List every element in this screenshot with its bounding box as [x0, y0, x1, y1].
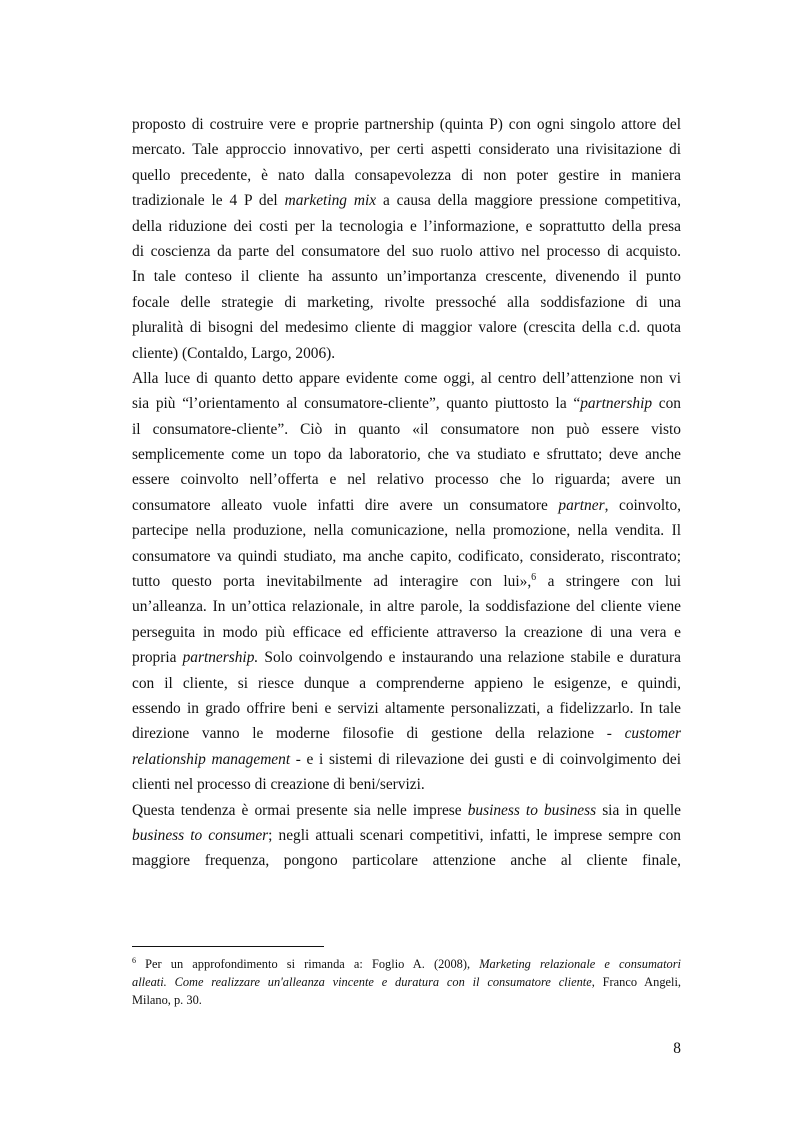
text-segment: ; negli attuali scenari competitivi, infatti, le imprese sempre con	[268, 826, 681, 844]
body-text	[132, 112, 681, 874]
italic-text: Marketing relazionale e consumatori	[479, 957, 681, 971]
italic-text: business to business	[467, 801, 597, 819]
paragraph	[132, 366, 681, 798]
text-segment: cliente) (Contaldo, Largo, 2006).	[132, 344, 336, 362]
text-segment: Questa tendenza è ormai presente sia nelle imprese	[132, 801, 468, 819]
text-line	[132, 848, 681, 873]
italic-text: partnership	[580, 395, 653, 413]
text-line	[132, 721, 681, 746]
text-segment: - e i sistemi di rilevazione dei gusti e di coinvolgimento dei	[290, 750, 682, 768]
text-line	[132, 341, 681, 366]
text-segment: In tale conteso il cliente ha assunto un’importanza crescente, divenendo il punto	[132, 268, 681, 286]
text-line	[132, 620, 681, 645]
text-line	[132, 239, 681, 264]
text-line	[132, 214, 681, 239]
text-segment: tutto questo porta inevitabilmente ad interagire con lui»,	[132, 573, 532, 591]
italic-text: partnership.	[182, 649, 259, 667]
text-segment: , Franco Angeli,	[591, 975, 681, 989]
text-segment: a stringere con lui	[536, 573, 681, 591]
text-line	[132, 188, 681, 213]
text-segment: della riduzione dei costi per la tecnologia e l’informazione, e soprattutto della presa	[132, 217, 681, 235]
text-line	[132, 645, 681, 670]
text-segment: pluralità di bisogni del medesimo cliente di maggior valore (crescita della c.d. quota	[132, 319, 681, 337]
text-segment: essendo in grado offrire beni e servizi altamente personalizzati, a fidelizzarlo. In tale	[132, 699, 681, 717]
text-line	[132, 955, 681, 973]
text-line	[132, 823, 681, 848]
text-segment: un’alleanza. In un’ottica relazionale, in altre parole, la soddisfazione del cliente viene	[132, 598, 681, 616]
footnote-separator	[132, 946, 324, 947]
text-segment: di coscienza da parte del consumatore del suo ruolo attivo nel processo di acquisto.	[132, 242, 681, 260]
text-segment: consumatore alleato vuole infatti dire avere un consumatore	[132, 496, 559, 514]
text-segment: focale delle strategie di marketing, rivolte pressoché alla soddisfazione di una	[132, 293, 681, 311]
text-line	[132, 112, 681, 137]
text-segment: tradizionale le 4 P del	[132, 192, 285, 210]
text-segment: propria	[132, 649, 183, 667]
italic-text: business to consumer	[132, 826, 269, 844]
text-segment: clienti nel processo di creazione di beni/servizi.	[132, 776, 425, 794]
text-segment: Solo coinvolgendo e instaurando una relazione stabile e duratura	[258, 649, 681, 667]
text-line	[132, 973, 681, 991]
footnote-marker: 6	[132, 956, 136, 965]
text-line	[132, 594, 681, 619]
italic-text: partner	[558, 496, 605, 514]
text-line	[132, 747, 681, 772]
text-segment: , coinvolto,	[604, 496, 681, 514]
text-segment: perseguita in modo più efficace ed efficiente attraverso la creazione di una vera e	[132, 623, 681, 641]
text-segment: semplicemente come un topo da laboratorio, che va studiato e sfruttato; deve anche	[132, 446, 681, 464]
italic-text: customer	[624, 725, 681, 743]
text-line	[132, 772, 681, 797]
text-segment: sia in quelle	[596, 801, 681, 819]
text-line	[132, 137, 681, 162]
text-line	[132, 366, 681, 391]
text-line	[132, 442, 681, 467]
text-line	[132, 544, 681, 569]
text-segment: essere coinvolto nell’offerta e nel relativo processo che lo riguarda; avere un	[132, 471, 681, 489]
text-line	[132, 417, 681, 442]
text-segment: mercato. Tale approccio innovativo, per certi aspetti considerato una rivisitazione di	[132, 141, 681, 159]
text-segment: maggiore frequenza, pongono particolare attenzione anche al cliente finale,	[132, 852, 681, 870]
footnote	[132, 955, 681, 1009]
text-line	[132, 991, 681, 1009]
italic-text: alleati. Come realizzare un'alleanza vincente e duratura con il consumatore cliente	[132, 975, 592, 989]
text-segment: partecipe nella produzione, nella comunicazione, nella promozione, nella vendita. Il	[132, 522, 681, 540]
text-line	[132, 798, 681, 823]
text-segment: quello precedente, è nato dalla consapevolezza di non poter gestire in maniera	[132, 166, 681, 184]
italic-text: marketing mix	[284, 192, 377, 210]
text-line	[132, 518, 681, 543]
text-segment: proposto di costruire vere e proprie partnership (quinta P) con ogni singolo attore del	[132, 116, 681, 133]
text-line	[132, 696, 681, 721]
text-segment: con	[652, 395, 681, 413]
text-line	[132, 290, 681, 315]
text-line	[132, 671, 681, 696]
text-segment: con il cliente, si riesce dunque a comprenderne appieno le esigenze, e quindi,	[132, 674, 681, 692]
italic-text: relationship management	[132, 750, 291, 768]
text-line	[132, 391, 681, 416]
text-line	[132, 264, 681, 289]
page-number: 8	[673, 1040, 681, 1057]
text-segment: Milano, p. 30.	[132, 993, 202, 1007]
paragraph	[132, 112, 681, 366]
text-segment: sia più “l’orientamento al consumatore-cliente”, quanto piuttosto la “	[132, 395, 581, 413]
text-line	[132, 569, 681, 594]
text-line	[132, 163, 681, 188]
text-segment: il consumatore-cliente”. Ciò in quanto «il consumatore non può essere visto	[132, 420, 681, 438]
text-segment: consumatore va quindi studiato, ma anche capito, codificato, considerato, riscontrato;	[132, 547, 681, 565]
text-segment: a causa della maggiore pressione competitiva,	[376, 192, 681, 210]
text-line	[132, 315, 681, 340]
text-line	[132, 493, 681, 518]
text-segment: direzione vanno le moderne filosofie di gestione della relazione -	[132, 725, 625, 743]
text-segment: Per un approfondimento si rimanda a: Foglio A. (2008),	[136, 957, 480, 971]
text-line	[132, 467, 681, 492]
footnote-marker: 6	[531, 572, 537, 584]
paragraph	[132, 798, 681, 874]
text-segment: Alla luce di quanto detto appare evidente come oggi, al centro dell’attenzione non vi	[132, 369, 681, 387]
